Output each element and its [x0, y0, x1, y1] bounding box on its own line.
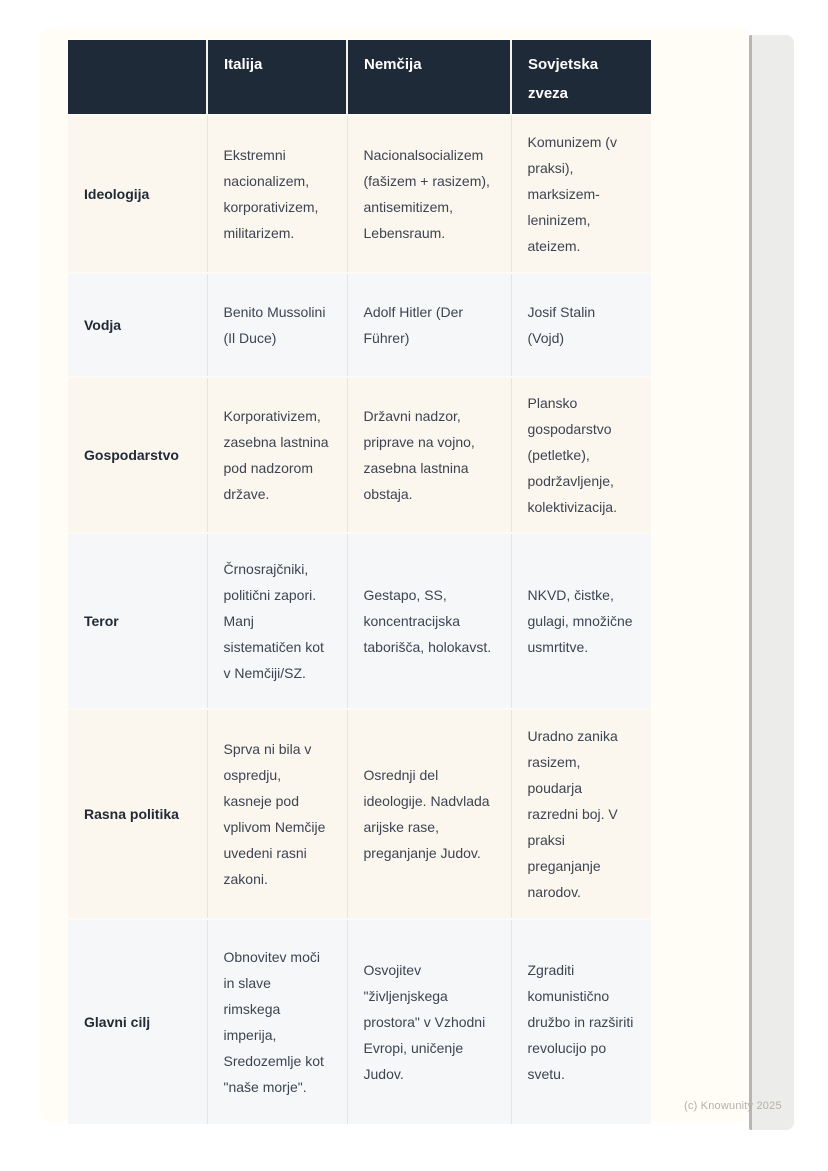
header-cell-italija: Italija	[207, 40, 347, 115]
cell-italija: Sprva ni bila v ospredju, kasneje pod vplivom Nemčije uvedeni rasni zakoni.	[207, 709, 347, 919]
row-label: Gospodarstvo	[68, 377, 207, 533]
cell-sovjetska: Josif Stalin (Vojd)	[511, 273, 651, 377]
row-label: Teror	[68, 533, 207, 709]
table-row	[68, 533, 651, 709]
row-label: Glavni cilj	[68, 919, 207, 1124]
cell-nemcija: Osrednji del ideologije. Nadvlada arijske rase, preganjanje Judov.	[347, 709, 511, 919]
table-row	[68, 919, 651, 1124]
cell-nemcija: Osvojitev "življenjskega prostora" v Vzhodni Evropi, uničenje Judov.	[347, 919, 511, 1124]
cell-italija: Ekstremni nacionalizem, korporativizem, militarizem.	[207, 115, 347, 273]
cell-sovjetska: Uradno zanika rasizem, poudarja razredni boj. V praksi preganjanje narodov.	[511, 709, 651, 919]
row-label: Ideologija	[68, 115, 207, 273]
cell-italija: Obnovitev moči in slave rimskega imperija, Sredozemlje kot "naše morje".	[207, 919, 347, 1124]
comparison-table	[68, 40, 651, 1124]
table-row	[68, 115, 651, 273]
cell-italija: Korporativizem, zasebna lastnina pod nadzorom države.	[207, 377, 347, 533]
cell-nemcija: Nacionalsocializem (fašizem + rasizem), antisemitizem, Lebensraum.	[347, 115, 511, 273]
table-header	[68, 40, 651, 115]
row-label: Rasna politika	[68, 709, 207, 919]
header-cell-sovjetska: Sovjetska zveza	[511, 40, 651, 115]
page	[40, 28, 750, 1122]
cell-italija: Črnosrajčniki, politični zapori. Manj sistematičen kot v Nemčiji/SZ.	[207, 533, 347, 709]
cell-sovjetska: Zgraditi komunistično družbo in razširiti revolucijo po svetu.	[511, 919, 651, 1124]
cell-sovjetska: Komunizem (v praksi), marksizem-leninizem, ateizem.	[511, 115, 651, 273]
watermark: (c) Knowunity 2025	[684, 1100, 782, 1112]
cell-sovjetska: Plansko gospodarstvo (petletke), podržavljenje, kolektivizacija.	[511, 377, 651, 533]
row-label: Vodja	[68, 273, 207, 377]
header-row	[68, 40, 651, 115]
cell-nemcija: Adolf Hitler (Der Führer)	[347, 273, 511, 377]
cell-nemcija: Državni nadzor, priprave na vojno, zasebna lastnina obstaja.	[347, 377, 511, 533]
table-row	[68, 377, 651, 533]
table-body	[68, 115, 651, 1124]
cell-italija: Benito Mussolini (Il Duce)	[207, 273, 347, 377]
table-row	[68, 273, 651, 377]
header-cell-empty	[68, 40, 207, 115]
next-page-edge[interactable]	[749, 35, 794, 1130]
header-cell-nemcija: Nemčija	[347, 40, 511, 115]
cell-sovjetska: NKVD, čistke, gulagi, množične usmrtitve.	[511, 533, 651, 709]
cell-nemcija: Gestapo, SS, koncentracijska taborišča, holokavst.	[347, 533, 511, 709]
table-row	[68, 709, 651, 919]
